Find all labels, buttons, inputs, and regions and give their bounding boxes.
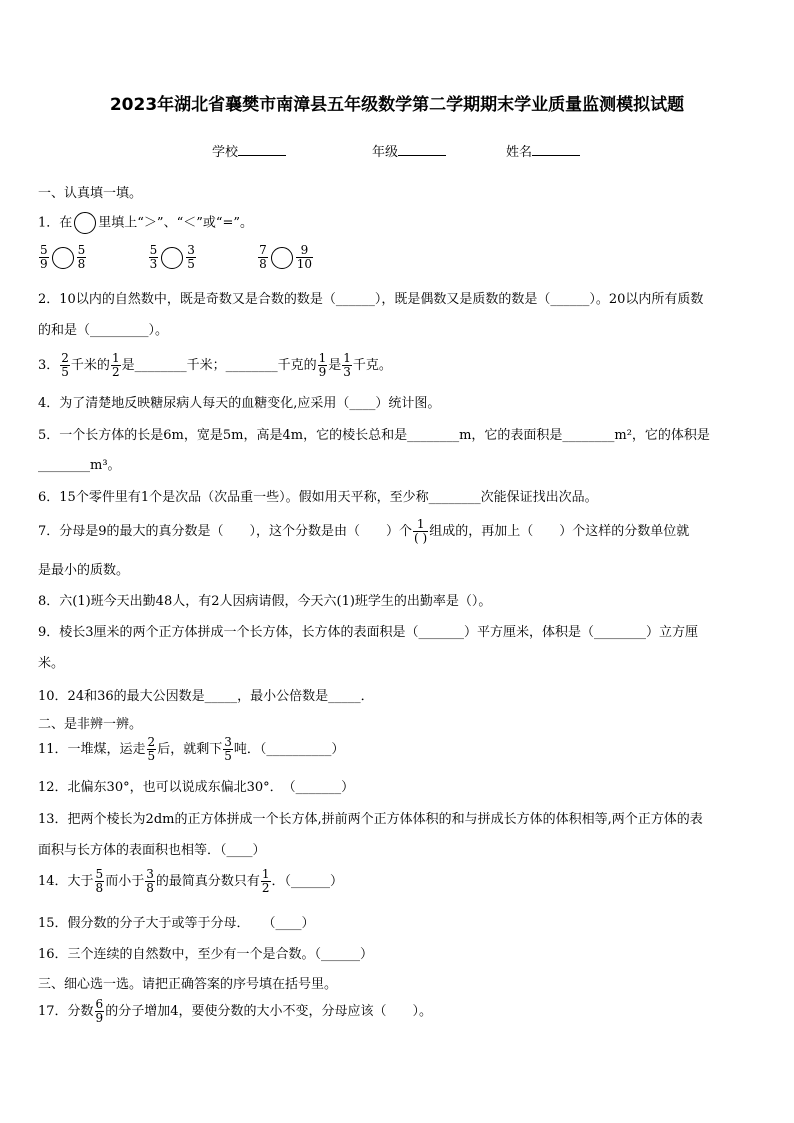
numerator: 6 [95, 997, 104, 1011]
q17-text: 17．分数 [38, 1004, 94, 1019]
numerator: 5 [77, 243, 86, 257]
denominator: 8 [259, 257, 267, 271]
name-label: 姓名 [506, 145, 533, 160]
q17-text: 的分子增加4，要使分数的大小不变，分母应该（ ）。 [105, 1004, 432, 1019]
q7-text: 组成的，再加上（ ）个这样的分数单位就 [429, 524, 690, 539]
fraction [223, 736, 233, 763]
numerator: 2 [147, 735, 156, 749]
denominator: 8 [95, 881, 104, 895]
fraction [186, 244, 196, 271]
numerator: 3 [146, 867, 154, 881]
q3-text: 是________千米；________千克的 [121, 358, 317, 373]
grade-field [372, 141, 446, 160]
denominator: ( ) [414, 531, 428, 545]
numerator: 1 [413, 518, 428, 532]
question-7-line-2: 是最小的质数。 [38, 563, 130, 578]
question-5-line-2: ________m³。 [38, 458, 121, 473]
q11-text: 11．一堆煤，运走 [38, 742, 146, 757]
q14-text: 的最简真分数只有 [155, 874, 260, 889]
denominator: 10 [296, 257, 313, 271]
question-9-line-2: 米。 [38, 656, 65, 671]
fraction [413, 518, 428, 545]
comparison-circle[interactable] [52, 247, 74, 269]
numerator: 3 [224, 735, 232, 749]
q3-text: 是 [328, 358, 342, 373]
question-13-line-2: 面积与长方体的表面积也相等．（____） [38, 843, 266, 858]
question-17 [38, 998, 432, 1025]
denominator: 5 [224, 749, 232, 763]
denominator: 3 [343, 365, 351, 379]
grade-blank[interactable] [398, 143, 446, 156]
denominator: 8 [77, 257, 86, 271]
q3-text: 千克。 [352, 358, 392, 373]
question-14 [38, 868, 343, 895]
numerator: 5 [149, 243, 158, 257]
q1-comparisons [38, 244, 314, 271]
q11-text: 吨．（__________） [233, 742, 345, 757]
q14-text: 14．大于 [38, 874, 94, 889]
denominator: 9 [318, 365, 327, 379]
question-2-line-1: 2．10以内的自然数中，既是奇数又是合数的数是（______），既是偶数又是质数的数是（______）。20以内所有质数 [38, 292, 704, 307]
denominator: 3 [149, 257, 158, 271]
numerator: 2 [61, 351, 69, 365]
fraction [95, 998, 105, 1025]
q14-text: ．（______） [271, 874, 344, 889]
fraction [258, 244, 268, 271]
numerator: 1 [111, 351, 120, 365]
grade-label: 年级 [372, 145, 399, 160]
question-15: 15．假分数的分子大于或等于分母． （____） [38, 916, 315, 931]
numerator: 1 [318, 351, 327, 365]
question-5-line-1: 5．一个长方体的长是6m，宽是5m，高是4m，它的棱长总和是________m，它的表面积是________m²，它的体积是 [38, 428, 710, 443]
page-title: 2023年湖北省襄樊市南漳县五年级数学第二学期期末学业质量监测模拟试题 [109, 95, 685, 115]
question-7 [38, 518, 689, 545]
fraction [261, 868, 271, 895]
fraction [39, 244, 49, 271]
q3-text: 3． [38, 358, 60, 373]
fraction [296, 244, 313, 271]
comparison-circle[interactable] [161, 247, 183, 269]
numerator: 7 [259, 243, 267, 257]
question-11 [38, 736, 344, 763]
numerator: 1 [343, 351, 351, 365]
denominator: 9 [40, 257, 48, 271]
denominator: 5 [61, 365, 69, 379]
fraction [77, 244, 87, 271]
question-13-line-1: 13．把两个棱长为2dm的正方体拼成一个长方体,拼前两个正方体体积的和与拼成长方体的体积相等,两个正方体的表 [38, 812, 703, 827]
question-4: 4．为了清楚地反映糖尿病人每天的血糖变化,应采用（____）统计图。 [38, 396, 441, 411]
fraction [342, 352, 352, 379]
question-8: 8．六(1)班今天出勤48人，有2人因病请假，今天六(1)班学生的出勤率是（）。 [38, 594, 492, 609]
denominator: 2 [261, 881, 270, 895]
comparison-circle[interactable] [271, 247, 293, 269]
school-label: 学校 [212, 145, 239, 160]
denominator: 8 [146, 881, 154, 895]
fraction [149, 244, 159, 271]
question-12: 12．北偏东30°，也可以说成东偏北30°． （_______） [38, 780, 355, 795]
school-field [212, 141, 286, 160]
fraction [147, 736, 157, 763]
q11-text: 后，就剩下 [157, 742, 223, 757]
denominator: 9 [95, 1011, 104, 1025]
fraction [95, 868, 105, 895]
q14-text: 而小于 [105, 874, 145, 889]
name-blank[interactable] [532, 143, 580, 156]
question-9-line-1: 9．棱长3厘米的两个正方体拼成一个长方体，长方体的表面积是（_______）平方厘米，体积是（________）立方厘 [38, 625, 699, 640]
question-2-line-2: 的和是（_________）。 [38, 323, 169, 338]
denominator: 5 [147, 749, 156, 763]
fraction [60, 352, 70, 379]
question-6: 6．15个零件里有1个是次品（次品重一些）。假如用天平称，至少称________次能保证找出次品。 [38, 490, 598, 505]
q1-text-b: 里填上“＞”、“＜”或“=”。 [98, 215, 254, 231]
question-3 [38, 352, 392, 379]
numerator: 5 [40, 243, 48, 257]
fraction [145, 868, 155, 895]
fraction [111, 352, 121, 379]
circle-blank-icon [74, 212, 96, 234]
question-1 [38, 212, 253, 234]
section-3-heading: 三、细心选一选。请把正确答案的序号填在括号里。 [38, 977, 338, 992]
numerator: 5 [95, 867, 104, 881]
section-2-heading: 二、是非辨一辨。 [38, 717, 143, 732]
q3-text: 千米的 [70, 358, 110, 373]
q1-text-a: 1．在 [38, 215, 73, 231]
denominator: 2 [111, 365, 120, 379]
school-blank[interactable] [238, 143, 286, 156]
fraction [318, 352, 328, 379]
question-16: 16．三个连续的自然数中，至少有一个是合数。（______） [38, 947, 374, 962]
numerator: 3 [187, 243, 195, 257]
numerator: 9 [296, 244, 313, 258]
section-1-heading: 一、认真填一填。 [38, 186, 143, 201]
question-10: 10．24和36的最大公因数是_____，最小公倍数是_____． [38, 689, 374, 704]
name-field [506, 141, 580, 160]
numerator: 1 [261, 867, 270, 881]
q7-text: 7．分母是9的最大的真分数是（ ），这个分数是由（ ）个 [38, 524, 413, 539]
denominator: 5 [187, 257, 195, 271]
